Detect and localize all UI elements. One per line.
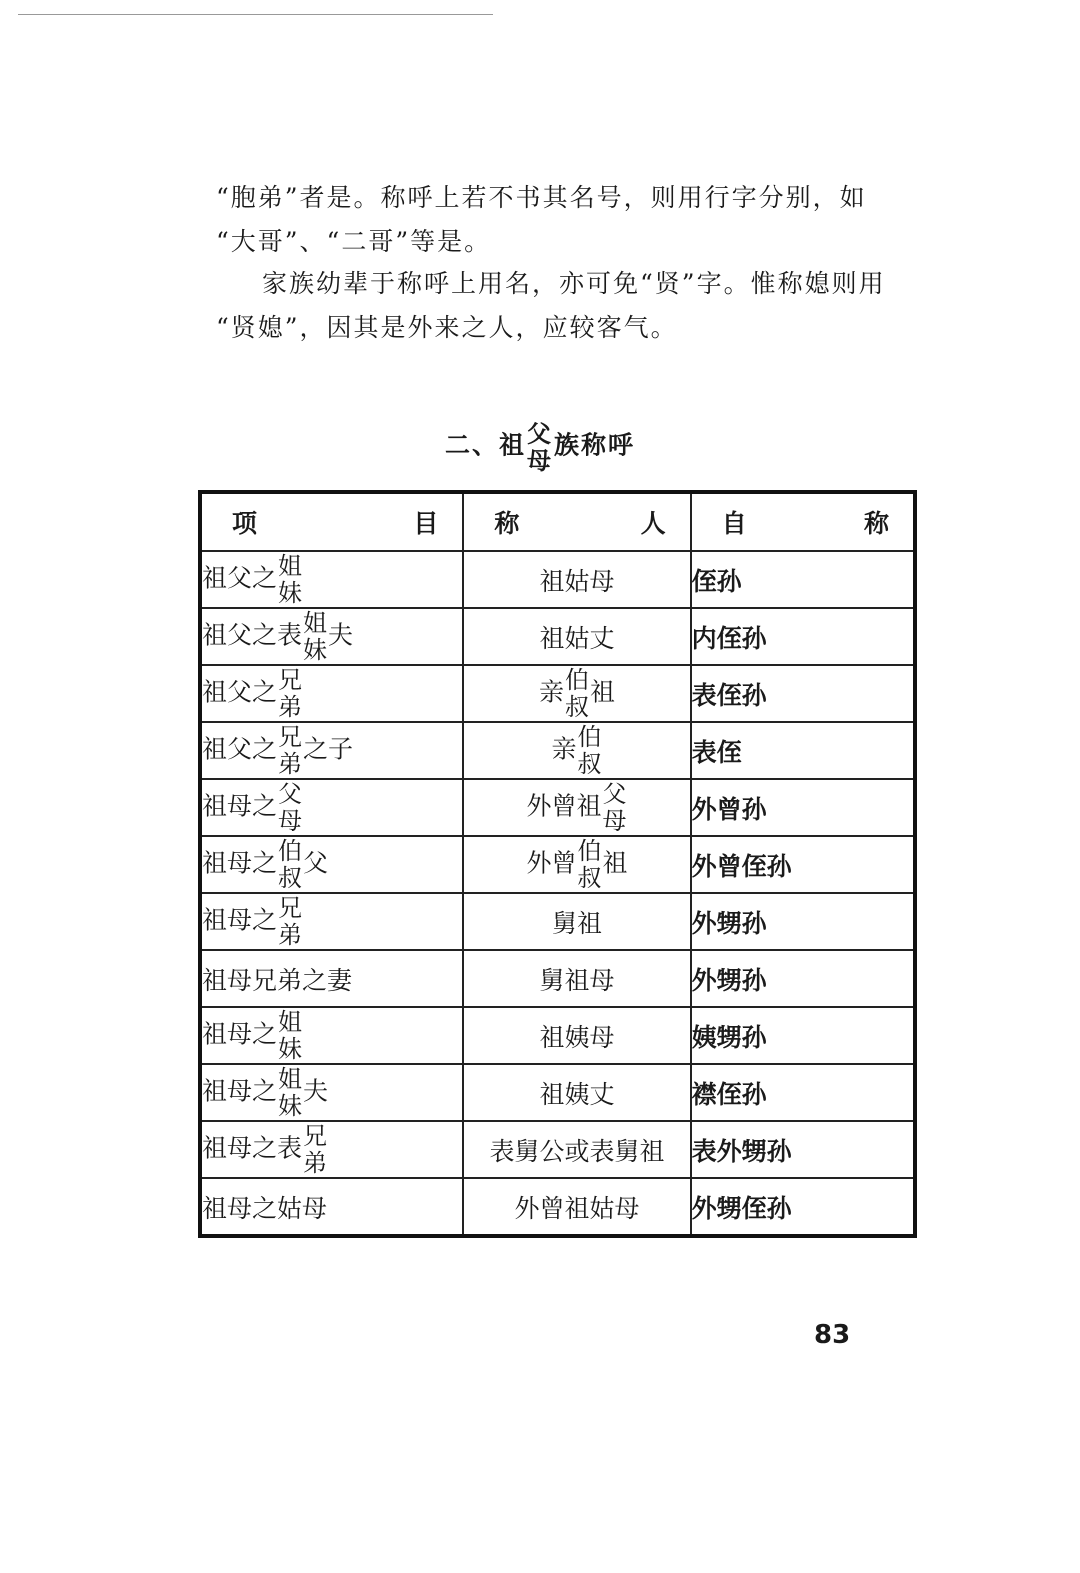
item-cell-stack <box>278 1009 302 1063</box>
paragraph-1 <box>216 176 928 264</box>
section-title-prefix: 二、祖 <box>444 430 526 460</box>
item-cell <box>200 1007 463 1064</box>
item-cell <box>200 836 463 893</box>
section-title <box>0 420 1080 474</box>
item-cell-text: 祖母之 <box>202 905 278 934</box>
item-cell-text: 祖母之 <box>202 848 278 877</box>
name-cell <box>463 722 690 779</box>
header-char: 人 <box>640 509 666 538</box>
name-cell <box>463 836 690 893</box>
name-cell-text: 祖姑丈 <box>539 623 615 653</box>
name-cell-text: 外曾祖姑母 <box>514 1193 640 1223</box>
item-cell-stack <box>303 610 327 664</box>
name-cell-text: 舅祖母 <box>539 965 615 995</box>
item-cell-stack <box>278 781 302 835</box>
stack-top: 父 <box>602 779 627 808</box>
stack-top: 兄 <box>278 722 303 751</box>
stack-bottom: 弟 <box>278 920 303 949</box>
item-cell <box>200 950 463 1007</box>
item-cell <box>200 665 463 722</box>
stack-bottom: 妹 <box>278 1091 303 1120</box>
table-row <box>200 722 915 779</box>
name-cell-suffix: 祖 <box>590 677 616 706</box>
item-cell <box>200 779 463 836</box>
stack-bottom: 妹 <box>278 578 303 607</box>
stack-bottom: 弟 <box>278 692 303 721</box>
name-cell-stack <box>578 838 602 892</box>
table-row <box>200 551 915 608</box>
paragraph-line: “胞弟”者是。称呼上若不书其名号，则用行字分别，如 <box>216 183 867 212</box>
item-cell-text: 祖母之 <box>202 1076 278 1105</box>
item-cell <box>200 1121 463 1178</box>
item-cell-text: 祖父之表 <box>202 620 303 649</box>
name-cell-text: 亲 <box>539 677 565 706</box>
section-title-suffix: 族称呼 <box>554 430 636 460</box>
header-char: 项 <box>232 509 258 538</box>
page-number: 83 <box>814 1320 851 1350</box>
name-cell-text: 祖姑母 <box>539 566 615 596</box>
name-cell <box>463 779 690 836</box>
self-cell: 外甥侄孙 <box>691 1178 915 1236</box>
stack-top: 父 <box>278 779 303 808</box>
self-cell: 侄孙 <box>691 551 915 608</box>
name-cell-stack <box>565 667 589 721</box>
table-row <box>200 1064 915 1121</box>
name-cell-text: 亲 <box>551 734 577 763</box>
item-cell-text: 祖母之姑母 <box>202 1193 328 1223</box>
item-cell <box>200 1178 463 1236</box>
item-cell-stack <box>278 724 302 778</box>
stack-top: 伯 <box>577 722 602 751</box>
paragraph-line: “贤媳”，因其是外来之人，应较客气。 <box>216 313 678 342</box>
item-cell-text: 祖父之 <box>202 563 278 592</box>
stack-top: 伯 <box>577 836 602 865</box>
item-cell-text: 祖母之表 <box>202 1133 303 1162</box>
item-cell-suffix: 之子 <box>303 734 354 763</box>
item-cell-stack <box>303 1123 327 1177</box>
self-cell: 表侄孙 <box>691 665 915 722</box>
name-cell-stack <box>578 724 602 778</box>
item-cell-stack <box>278 895 302 949</box>
stack-top: 伯 <box>565 665 590 694</box>
name-cell-text: 祖姨母 <box>539 1022 615 1052</box>
name-cell <box>463 1178 690 1236</box>
name-cell <box>463 1121 690 1178</box>
name-cell-text: 祖姨丈 <box>539 1079 615 1109</box>
name-cell-text: 外曾 <box>526 848 577 877</box>
table-row <box>200 779 915 836</box>
stack-bottom: 弟 <box>278 749 303 778</box>
table-header-row <box>200 492 915 551</box>
item-cell-text: 祖母之 <box>202 1019 278 1048</box>
name-cell-text: 舅祖 <box>552 908 603 938</box>
stack-bottom: 母 <box>527 446 553 475</box>
table-row <box>200 1121 915 1178</box>
stack-top: 父 <box>527 419 553 448</box>
self-cell: 内侄孙 <box>691 608 915 665</box>
item-cell <box>200 893 463 950</box>
table-row <box>200 608 915 665</box>
item-cell-stack <box>278 667 302 721</box>
header-char: 目 <box>413 509 439 538</box>
self-cell: 表侄 <box>691 722 915 779</box>
name-cell <box>463 950 690 1007</box>
item-cell-suffix: 父 <box>303 848 329 877</box>
stack-bottom: 弟 <box>303 1148 328 1177</box>
item-cell-stack <box>278 1066 302 1120</box>
name-cell <box>463 551 690 608</box>
item-cell-text: 祖母之 <box>202 791 278 820</box>
stack-top: 兄 <box>278 893 303 922</box>
item-cell-suffix: 夫 <box>303 1076 329 1105</box>
self-cell: 襟侄孙 <box>691 1064 915 1121</box>
top-rule <box>18 14 493 15</box>
header-item <box>200 492 463 551</box>
item-cell-suffix: 夫 <box>328 620 354 649</box>
paragraph-line: “大哥”、“二哥”等是。 <box>216 227 492 256</box>
self-cell: 表外甥孙 <box>691 1121 915 1178</box>
stack-bottom: 叔 <box>565 692 590 721</box>
item-cell-text: 祖父之 <box>202 734 278 763</box>
name-cell-stack <box>603 781 627 835</box>
table-row <box>200 836 915 893</box>
stack-bottom: 母 <box>278 806 303 835</box>
paragraph-2 <box>216 262 928 350</box>
stack-top: 姐 <box>303 608 328 637</box>
kinship-table <box>198 490 917 1238</box>
stack-top: 姐 <box>278 551 303 580</box>
stack-top: 伯 <box>278 836 303 865</box>
name-cell <box>463 1007 690 1064</box>
item-cell-text: 祖母兄弟之妻 <box>202 965 353 995</box>
table-row <box>200 893 915 950</box>
stack-bottom: 叔 <box>577 749 602 778</box>
table-row <box>200 665 915 722</box>
stack-bottom: 妹 <box>278 1034 303 1063</box>
stack-top: 兄 <box>303 1121 328 1150</box>
table-row <box>200 1178 915 1236</box>
table-row <box>200 1007 915 1064</box>
stack-top: 姐 <box>278 1064 303 1093</box>
name-cell-text: 表舅公或表舅祖 <box>489 1136 665 1166</box>
item-cell <box>200 1064 463 1121</box>
stack-bottom: 叔 <box>278 863 303 892</box>
self-cell: 外甥孙 <box>691 950 915 1007</box>
header-char: 称 <box>863 509 889 538</box>
item-cell <box>200 551 463 608</box>
item-cell-stack <box>278 553 302 607</box>
item-cell-stack <box>278 838 302 892</box>
self-cell: 外曾侄孙 <box>691 836 915 893</box>
header-char: 自 <box>721 509 747 538</box>
name-cell-text: 外曾祖 <box>526 791 602 820</box>
section-title-stack <box>527 420 553 474</box>
self-cell: 外曾孙 <box>691 779 915 836</box>
self-cell: 姨甥孙 <box>691 1007 915 1064</box>
self-cell: 外甥孙 <box>691 893 915 950</box>
header-self <box>691 492 915 551</box>
stack-bottom: 妹 <box>303 635 328 664</box>
stack-bottom: 叔 <box>577 863 602 892</box>
name-cell <box>463 665 690 722</box>
item-cell <box>200 608 463 665</box>
stack-top: 兄 <box>278 665 303 694</box>
name-cell <box>463 1064 690 1121</box>
item-cell <box>200 722 463 779</box>
header-char: 称 <box>494 509 520 538</box>
name-cell <box>463 608 690 665</box>
stack-bottom: 母 <box>602 806 627 835</box>
table-row <box>200 950 915 1007</box>
stack-top: 姐 <box>278 1007 303 1036</box>
name-cell-suffix: 祖 <box>602 848 628 877</box>
header-name <box>463 492 690 551</box>
paragraph-line: 家族幼辈于称呼上用名，亦可免“贤”字。惟称媳则用 <box>262 269 886 298</box>
name-cell <box>463 893 690 950</box>
item-cell-text: 祖父之 <box>202 677 278 706</box>
